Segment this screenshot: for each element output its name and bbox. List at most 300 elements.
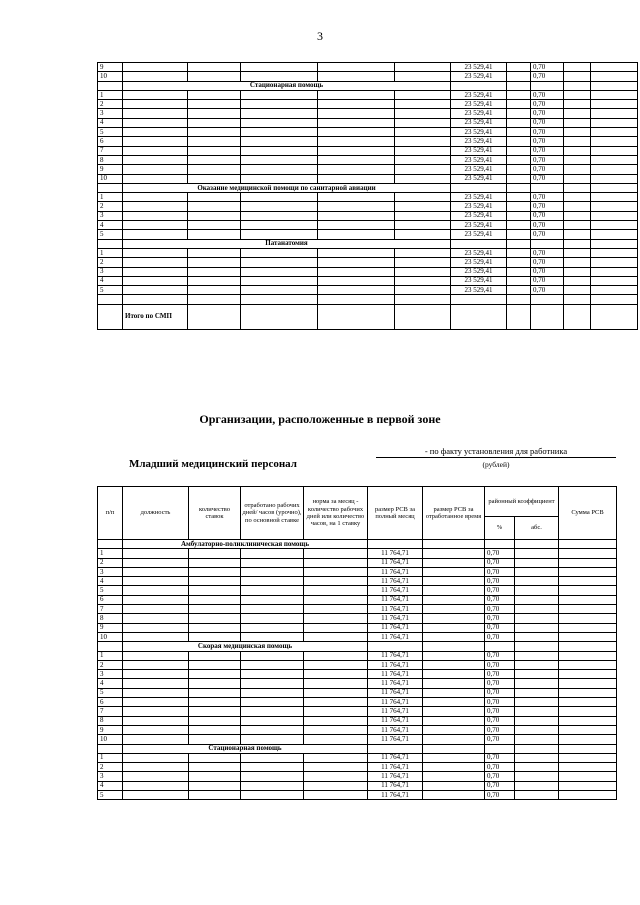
table-cell (189, 558, 241, 567)
table-cell (515, 632, 559, 641)
table-cell (423, 558, 485, 567)
table-cell (423, 763, 485, 772)
table-cell (304, 791, 368, 800)
table-cell (318, 295, 395, 304)
coef-value: 0,70 (485, 688, 515, 697)
table-row (98, 63, 638, 72)
table-cell (423, 716, 485, 725)
table-cell (188, 295, 241, 304)
table-cell (564, 221, 591, 230)
table-cell (241, 567, 304, 576)
table-cell (423, 614, 485, 623)
table-cell (423, 605, 485, 614)
coef-value: 0,70 (485, 791, 515, 800)
table-cell (564, 193, 591, 202)
coef-value: 0,70 (485, 595, 515, 604)
table-cell (559, 735, 617, 744)
table-row (98, 258, 638, 267)
table-cell (241, 276, 318, 285)
table-cell (564, 295, 591, 304)
table-cell (591, 183, 638, 192)
table-row (98, 772, 617, 781)
table-cell (241, 651, 304, 660)
table-cell (318, 258, 395, 267)
row-number: 3 (98, 109, 123, 118)
table-cell (241, 248, 318, 257)
table-cell (123, 772, 189, 781)
coef-value: 0,70 (485, 707, 515, 716)
row-number: 3 (98, 211, 123, 220)
table-row (98, 688, 617, 697)
table-cell (515, 772, 559, 781)
row-number: 1 (98, 248, 123, 257)
row-number: 9 (98, 623, 123, 632)
table-cell (241, 128, 318, 137)
table-cell (515, 781, 559, 790)
table-cell (531, 239, 564, 248)
table-cell (241, 753, 304, 762)
row-number: 10 (98, 735, 123, 744)
table-row (98, 716, 617, 725)
table-cell (123, 716, 189, 725)
table-cell (515, 698, 559, 707)
table-cell (98, 81, 123, 90)
table-cell (531, 295, 564, 304)
table-cell (189, 725, 241, 734)
table-cell (395, 211, 451, 220)
table-cell (395, 155, 451, 164)
table-cell (423, 698, 485, 707)
table-cell (188, 248, 241, 257)
table-cell (395, 109, 451, 118)
table-cell (423, 735, 485, 744)
table-row (98, 605, 617, 614)
table-cell (423, 586, 485, 595)
table-cell (123, 586, 189, 595)
coef-value: 0,70 (485, 670, 515, 679)
coef-value: 0,70 (485, 558, 515, 567)
table-cell (123, 707, 189, 716)
table-cell (395, 221, 451, 230)
table-cell (564, 118, 591, 127)
table-cell (515, 567, 559, 576)
subtitle: Младший медицинский персонал (129, 458, 297, 470)
table-cell (123, 735, 189, 744)
coef-value: 0,70 (531, 174, 564, 183)
table-cell (98, 183, 123, 192)
table-cell (318, 276, 395, 285)
table-cell (318, 174, 395, 183)
table-cell (423, 549, 485, 558)
table-cell (241, 146, 318, 155)
table-cell (188, 193, 241, 202)
table-cell (515, 679, 559, 688)
table-cell (395, 286, 451, 295)
table-cell (241, 707, 304, 716)
table-cell (304, 651, 368, 660)
table-cell (591, 230, 638, 239)
table-row (98, 763, 617, 772)
table-cell (559, 772, 617, 781)
table-cell (241, 670, 304, 679)
table-cell (318, 137, 395, 146)
table-cell (188, 100, 241, 109)
table-cell (189, 735, 241, 744)
table-cell (591, 295, 638, 304)
table-row (98, 698, 617, 707)
table-cell (123, 558, 189, 567)
table-cell (98, 304, 123, 329)
table-cell (189, 707, 241, 716)
table-cell (318, 286, 395, 295)
row-number: 5 (98, 230, 123, 239)
rsv-value: 23 529,41 (451, 202, 507, 211)
table-cell (395, 100, 451, 109)
table-cell (507, 221, 531, 230)
table-cell (123, 577, 189, 586)
table-cell (241, 221, 318, 230)
table-cell (123, 221, 188, 230)
table-cell (423, 642, 485, 651)
table-cell (123, 623, 189, 632)
table-row (98, 165, 638, 174)
table-row (98, 100, 638, 109)
table-cell (559, 567, 617, 576)
table-cell (507, 146, 531, 155)
total-row (98, 304, 638, 329)
table-cell (188, 128, 241, 137)
row-number: 1 (98, 651, 123, 660)
table-cell (304, 725, 368, 734)
table-cell (241, 725, 304, 734)
table-cell (98, 744, 123, 753)
table-cell (507, 109, 531, 118)
table-cell (123, 632, 189, 641)
table-cell (304, 558, 368, 567)
table-cell (591, 304, 638, 329)
note: - по факту установления для работника (376, 446, 616, 458)
table-cell (98, 540, 123, 549)
table-cell (123, 753, 189, 762)
table-cell (98, 642, 123, 651)
table-cell (559, 688, 617, 697)
table-cell (241, 660, 304, 669)
rsv-value: 11 764,71 (368, 632, 423, 641)
row-number: 2 (98, 100, 123, 109)
table-cell (241, 90, 318, 99)
table-cell (318, 202, 395, 211)
row-number: 9 (98, 725, 123, 734)
section-title-cell: Стационарная помощь (123, 744, 368, 753)
table-cell (559, 642, 617, 651)
table-cell (189, 567, 241, 576)
table-cell (188, 267, 241, 276)
table-cell (304, 586, 368, 595)
table-cell (241, 286, 318, 295)
table-row (98, 577, 617, 586)
table-cell (188, 90, 241, 99)
table-cell (318, 90, 395, 99)
table-cell (591, 165, 638, 174)
table-cell (123, 595, 189, 604)
table-cell (395, 295, 451, 304)
table-cell (559, 698, 617, 707)
top-table (97, 62, 638, 330)
section-row (98, 540, 617, 549)
table-row (98, 632, 617, 641)
table-cell (507, 286, 531, 295)
table-row (98, 286, 638, 295)
coef-value: 0,70 (531, 100, 564, 109)
table-cell (515, 642, 559, 651)
table-cell (123, 688, 189, 697)
table-cell (123, 193, 188, 202)
table-row (98, 146, 638, 155)
table-cell (123, 725, 189, 734)
table-cell (559, 753, 617, 762)
coef-value: 0,70 (531, 193, 564, 202)
table-cell (304, 698, 368, 707)
rsv-value: 23 529,41 (451, 137, 507, 146)
coef-value: 0,70 (531, 118, 564, 127)
table-cell (507, 183, 531, 192)
table-cell (304, 707, 368, 716)
coef-value: 0,70 (531, 146, 564, 155)
table-cell (515, 586, 559, 595)
row-number: 5 (98, 791, 123, 800)
table-cell (241, 586, 304, 595)
table-cell (304, 781, 368, 790)
table-cell (423, 651, 485, 660)
table-cell (241, 605, 304, 614)
table-cell (241, 549, 304, 558)
coef-value: 0,70 (485, 632, 515, 641)
table-row (98, 623, 617, 632)
rsv-value: 11 764,71 (368, 651, 423, 660)
row-number: 8 (98, 716, 123, 725)
row-number: 5 (98, 286, 123, 295)
rsv-value: 11 764,71 (368, 605, 423, 614)
table-cell (559, 781, 617, 790)
coef-value: 0,70 (531, 276, 564, 285)
table-cell (189, 549, 241, 558)
table-cell (591, 90, 638, 99)
table-cell (318, 211, 395, 220)
table-cell (304, 614, 368, 623)
table-cell (559, 586, 617, 595)
section-row (98, 81, 638, 90)
table-cell (507, 295, 531, 304)
coef-value: 0,70 (485, 698, 515, 707)
row-number: 4 (98, 577, 123, 586)
rsv-value: 23 529,41 (451, 248, 507, 257)
table-cell (123, 248, 188, 257)
total-label: Итого по СМП (123, 304, 188, 329)
table-cell (188, 63, 241, 72)
header-rsv-worked: размер РСВ за отработанное время (423, 487, 485, 540)
table-row (98, 230, 638, 239)
table-cell (395, 304, 451, 329)
table-cell (241, 698, 304, 707)
rsv-value: 11 764,71 (368, 567, 423, 576)
table-cell (531, 304, 564, 329)
table-cell (189, 660, 241, 669)
coef-value: 0,70 (485, 753, 515, 762)
table-cell (189, 670, 241, 679)
table-cell (188, 258, 241, 267)
rsv-value: 11 764,71 (368, 791, 423, 800)
coef-value: 0,70 (531, 211, 564, 220)
table-cell (515, 725, 559, 734)
header-worked: отработано рабочих дней/ часов (урочно), по основной ставке (241, 487, 304, 540)
header-coef: районный коэффициент (485, 487, 559, 517)
rsv-value: 23 529,41 (451, 72, 507, 81)
table-cell (564, 239, 591, 248)
table-cell (189, 753, 241, 762)
table-row (98, 267, 638, 276)
table-cell (395, 90, 451, 99)
table-cell (507, 248, 531, 257)
row-number: 2 (98, 258, 123, 267)
table-cell (241, 716, 304, 725)
table-cell (515, 605, 559, 614)
rsv-value: 11 764,71 (368, 623, 423, 632)
row-number: 7 (98, 146, 123, 155)
table-cell (241, 267, 318, 276)
table-cell (531, 81, 564, 90)
coef-value: 0,70 (485, 679, 515, 688)
row-number: 8 (98, 155, 123, 164)
coef-value: 0,70 (485, 623, 515, 632)
table-cell (395, 230, 451, 239)
table-cell (189, 605, 241, 614)
table-cell (123, 267, 188, 276)
rsv-value: 23 529,41 (451, 211, 507, 220)
table-cell (507, 128, 531, 137)
table-cell (591, 118, 638, 127)
table-cell (188, 286, 241, 295)
table-cell (559, 744, 617, 753)
rsv-value: 11 764,71 (368, 670, 423, 679)
table-cell (515, 753, 559, 762)
table-row (98, 614, 617, 623)
table-cell (515, 614, 559, 623)
coef-value: 0,70 (531, 137, 564, 146)
coef-value: 0,70 (485, 651, 515, 660)
table-cell (423, 772, 485, 781)
table-cell (241, 211, 318, 220)
row-number: 6 (98, 595, 123, 604)
header-num: п/п (98, 487, 123, 540)
table-cell (591, 109, 638, 118)
table-cell (241, 623, 304, 632)
table-row (98, 735, 617, 744)
table-cell (304, 549, 368, 558)
table-cell (591, 137, 638, 146)
table-cell (189, 688, 241, 697)
table-cell (507, 239, 531, 248)
table-cell (123, 72, 188, 81)
table-cell (564, 304, 591, 329)
table-cell (123, 100, 188, 109)
table-cell (123, 109, 188, 118)
table-cell (188, 230, 241, 239)
table-cell (423, 679, 485, 688)
table-cell (304, 753, 368, 762)
table-cell (507, 81, 531, 90)
section-row (98, 183, 638, 192)
table-cell (188, 174, 241, 183)
table-cell (423, 632, 485, 641)
rsv-value: 11 764,71 (368, 781, 423, 790)
table-cell (241, 304, 318, 329)
row-number: 4 (98, 118, 123, 127)
table-cell (559, 577, 617, 586)
table-cell (241, 772, 304, 781)
table-cell (318, 165, 395, 174)
table-row (98, 725, 617, 734)
table-cell (188, 137, 241, 146)
table-cell (304, 632, 368, 641)
table-cell (189, 781, 241, 790)
rsv-value: 11 764,71 (368, 688, 423, 697)
table-cell (241, 735, 304, 744)
rsv-value: 23 529,41 (451, 286, 507, 295)
table-cell (241, 118, 318, 127)
table-cell (423, 781, 485, 790)
table-cell (123, 698, 189, 707)
row-number: 2 (98, 202, 123, 211)
coef-value: 0,70 (531, 165, 564, 174)
rsv-value: 11 764,71 (368, 698, 423, 707)
table-cell (591, 248, 638, 257)
table-cell (318, 63, 395, 72)
table-cell (423, 744, 485, 753)
table-cell (318, 155, 395, 164)
coef-value: 0,70 (531, 267, 564, 276)
section-row (98, 744, 617, 753)
table-cell (564, 248, 591, 257)
coef-value: 0,70 (531, 128, 564, 137)
table-cell (318, 193, 395, 202)
table-cell (189, 763, 241, 772)
table-cell (241, 258, 318, 267)
row-number: 5 (98, 128, 123, 137)
table-cell (123, 679, 189, 688)
section-title-cell: Патанатомия (123, 239, 451, 248)
table-cell (304, 567, 368, 576)
rsv-value: 11 764,71 (368, 716, 423, 725)
coef-value: 0,70 (531, 155, 564, 164)
table-cell (559, 651, 617, 660)
table-cell (188, 118, 241, 127)
table-cell (123, 118, 188, 127)
table-row (98, 193, 638, 202)
table-cell (188, 109, 241, 118)
table-cell (564, 183, 591, 192)
table-row (98, 595, 617, 604)
table-cell (188, 202, 241, 211)
row-number: 4 (98, 781, 123, 790)
table-cell (123, 660, 189, 669)
table-cell (123, 295, 188, 304)
row-number: 4 (98, 221, 123, 230)
table-cell (189, 679, 241, 688)
table-cell (395, 258, 451, 267)
table-cell (123, 791, 189, 800)
table-cell (485, 540, 515, 549)
table-cell (123, 670, 189, 679)
